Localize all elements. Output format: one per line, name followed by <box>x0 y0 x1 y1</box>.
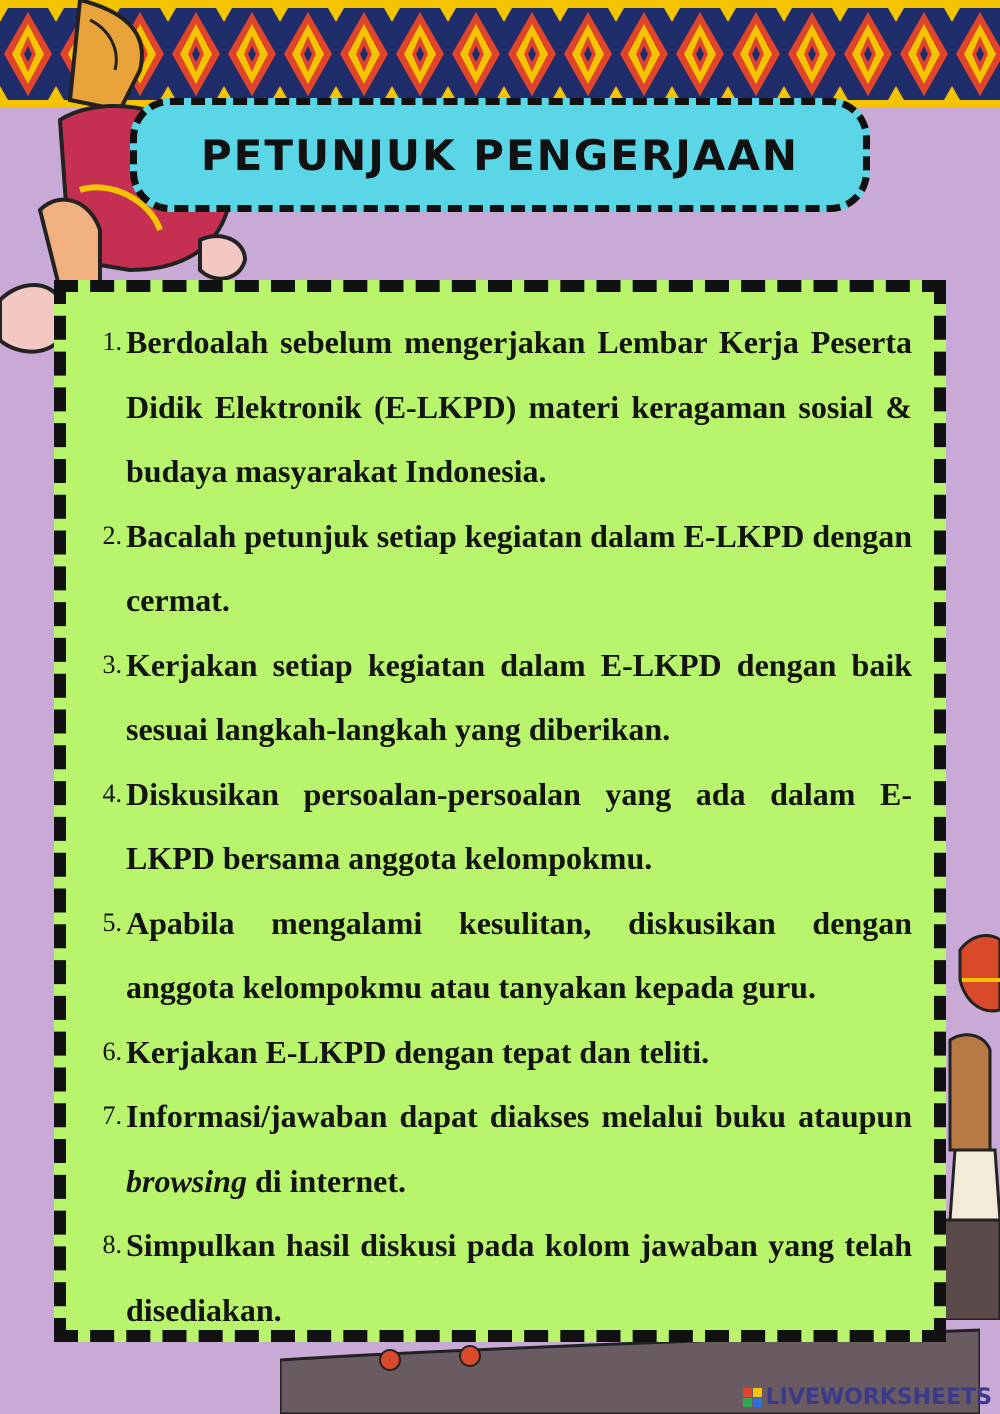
instruction-number: 3. <box>102 649 122 679</box>
instruction-text-part: Informasi/jawaban dapat diakses melalui buku ataupun <box>126 1098 912 1134</box>
instruction-item-5 <box>86 891 912 1020</box>
liveworksheets-logo-icon <box>743 1388 762 1407</box>
instruction-text: Apabila mengalami kesulitan, diskusikan dengan anggota kelompokmu atau tanyakan kepada guru. <box>126 904 912 1005</box>
instruction-number: 7. <box>102 1101 122 1130</box>
instruction-item-1 <box>86 310 912 504</box>
title-banner <box>130 98 870 212</box>
instructions-panel <box>54 280 946 1342</box>
instruction-number: 1. <box>102 327 122 356</box>
instruction-number: 6. <box>102 1036 122 1066</box>
instruction-number: 5. <box>102 907 122 937</box>
instruction-item-2 <box>86 504 912 633</box>
instruction-number: 2. <box>102 520 122 550</box>
instruction-number: 8. <box>102 1230 122 1259</box>
instruction-text: Simpulkan hasil diskusi pada kolom jawaban yang telah disediakan. <box>126 1227 912 1328</box>
instructions-list <box>86 310 912 1342</box>
instruction-text: Diskusikan persoalan-persoalan yang ada dalam E-LKPD bersama anggota kelompokmu. <box>126 775 912 876</box>
instruction-item-3 <box>86 633 912 762</box>
umbrella-figure-illustration <box>940 920 1000 1320</box>
instruction-number: 4. <box>102 778 122 808</box>
instruction-text <box>126 1084 912 1213</box>
instruction-item-7 <box>86 1084 912 1213</box>
instruction-item-4 <box>86 762 912 891</box>
instruction-item-8 <box>86 1213 912 1342</box>
instruction-text: Bacalah petunjuk setiap kegiatan dalam E-LKPD dengan cermat. <box>126 517 912 618</box>
instruction-text: Berdoalah sebelum mengerjakan Lembar Kerja Peserta Didik Elektronik (E-LKPD) materi keragaman sosial & budaya masyarakat Indonesia. <box>126 324 912 489</box>
instruction-text: Kerjakan E-LKPD dengan tepat dan teliti. <box>126 1033 710 1070</box>
instruction-text-part: di internet. <box>246 1162 407 1199</box>
liveworksheets-watermark <box>743 1385 992 1410</box>
instruction-text: Kerjakan setiap kegiatan dalam E-LKPD dengan baik sesuai langkah-langkah yang diberikan. <box>126 646 912 747</box>
page-title: PETUNJUK PENGERJAAN <box>200 130 800 180</box>
watermark-text: LIVEWORKSHEETS <box>765 1385 992 1410</box>
instruction-item-6 <box>86 1020 912 1085</box>
instruction-text-italic: browsing <box>126 1162 247 1199</box>
